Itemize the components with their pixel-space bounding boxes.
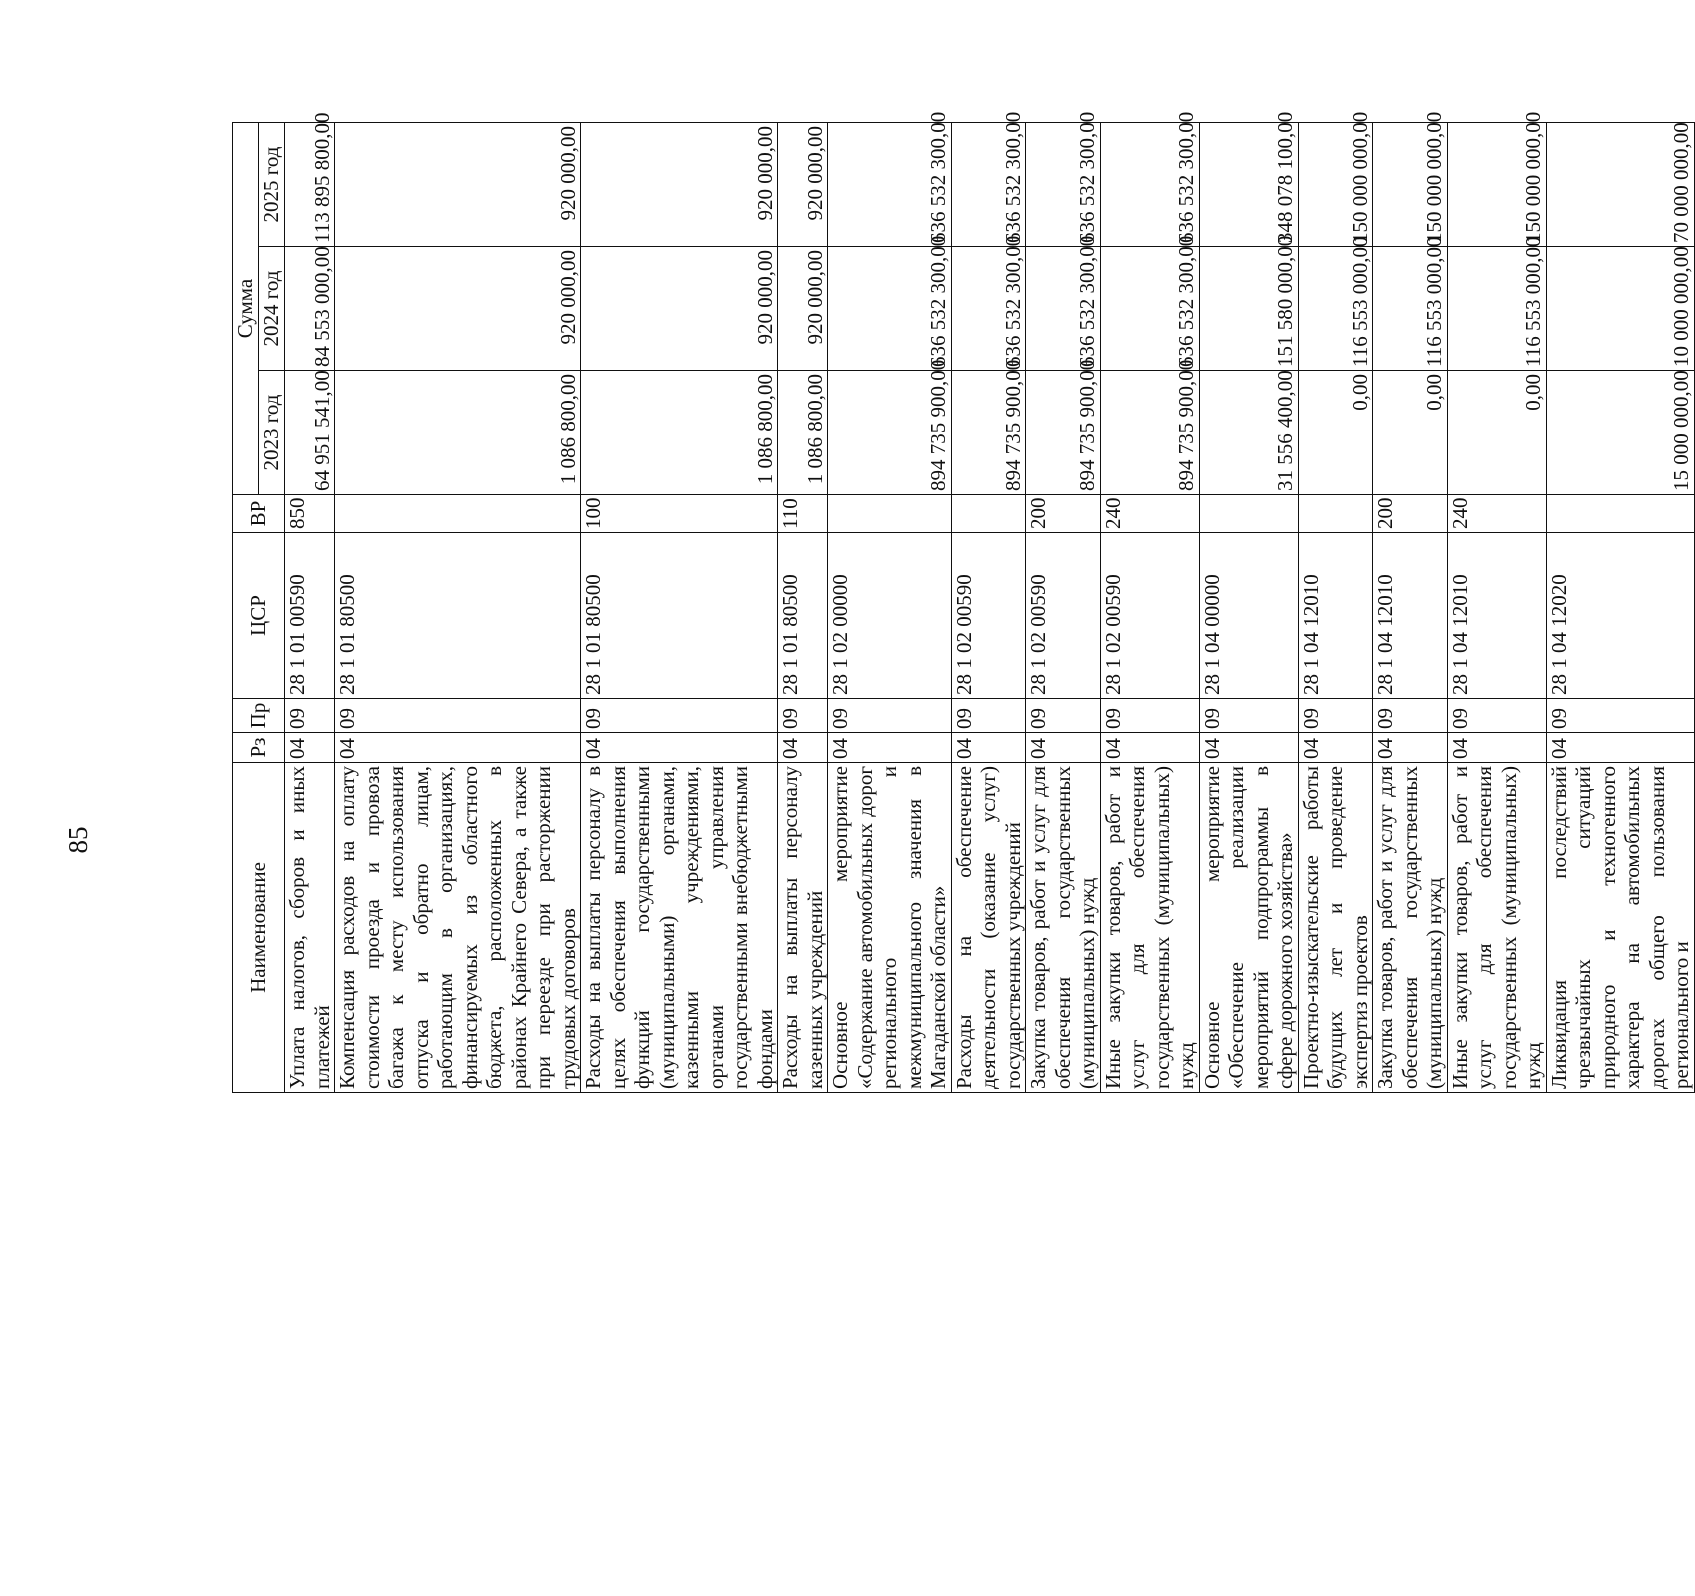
table-row [1199, 123, 1298, 1093]
row-vr [951, 495, 1026, 533]
header-csr: ЦСР [233, 533, 285, 699]
row-vr: 240 [1447, 495, 1546, 533]
table-row [1026, 123, 1101, 1093]
row-csr: 28 1 04 00000 [1199, 533, 1298, 699]
row-2024: 116 553 000,00 [1373, 247, 1448, 371]
row-csr: 28 1 04 12010 [1373, 533, 1448, 699]
row-name: Основное мероприятие «Обеспечение реализации мероприятий подпрограммы в сфере дорожного хозяйства» [1199, 763, 1298, 1093]
row-2024: 920 000,00 [581, 247, 778, 371]
row-csr: 28 1 01 80500 [778, 533, 828, 699]
row-rz: 04 [1447, 733, 1546, 763]
row-2024: 116 553 000,00 [1298, 247, 1373, 371]
row-pr: 09 [1546, 699, 1694, 733]
row-name: Уплата налогов, сборов и иных платежей [285, 763, 335, 1093]
row-csr: 28 1 02 00590 [1100, 533, 1199, 699]
row-pr: 09 [285, 699, 335, 733]
table-row [335, 123, 581, 1093]
row-2023: 894 735 900,00 [828, 371, 952, 495]
row-2025: 348 078 100,00 [1199, 123, 1298, 247]
row-name: Расходы на выплаты персоналу в целях обеспечения выполнения функций государственными (муниципальными) органами, казенными учреждениями, органами управления государственными внебюджетными фондами [581, 763, 778, 1093]
header-2023: 2023 год [259, 371, 285, 495]
table-row [828, 123, 952, 1093]
row-2023: 64 951 541,00 [285, 371, 335, 495]
row-2023: 894 735 900,00 [1026, 371, 1101, 495]
row-rz: 04 [778, 733, 828, 763]
row-2025: 636 532 300,00 [1026, 123, 1101, 247]
table-row [778, 123, 828, 1093]
table-row [1447, 123, 1546, 1093]
row-2025: 636 532 300,00 [828, 123, 952, 247]
row-2023: 15 000 000,00 [1546, 371, 1694, 495]
row-name: Расходы на обеспечение деятельности (оказание услуг) государственных учреждений [951, 763, 1026, 1093]
row-csr: 28 1 02 00590 [1026, 533, 1101, 699]
budget-table-rotated-container [232, 111, 1693, 1093]
row-2025: 70 000 000,00 [1546, 123, 1694, 247]
row-2025: 150 000 000,00 [1373, 123, 1448, 247]
row-pr: 09 [778, 699, 828, 733]
row-vr: 200 [1373, 495, 1448, 533]
row-name: Иные закупки товаров, работ и услуг для обеспечения государственных (муниципальных) нужд [1100, 763, 1199, 1093]
row-vr: 110 [778, 495, 828, 533]
table-row [1546, 123, 1694, 1093]
table-row [1298, 123, 1373, 1093]
row-vr [1546, 495, 1694, 533]
row-pr: 09 [1373, 699, 1448, 733]
row-2025: 636 532 300,00 [951, 123, 1026, 247]
header-sum: Сумма [233, 123, 259, 495]
row-2024: 920 000,00 [778, 247, 828, 371]
row-csr: 28 1 04 12010 [1447, 533, 1546, 699]
row-2024: 636 532 300,00 [1026, 247, 1101, 371]
row-2025: 920 000,00 [581, 123, 778, 247]
row-rz: 04 [335, 733, 581, 763]
row-name: Основное мероприятие «Содержание автомобильных дорог регионального и межмуниципального значения в Магаданской области» [828, 763, 952, 1093]
row-2024: 920 000,00 [335, 247, 581, 371]
row-2024: 636 532 300,00 [828, 247, 952, 371]
row-rz: 04 [828, 733, 952, 763]
row-rz: 04 [285, 733, 335, 763]
row-name: Иные закупки товаров, работ и услуг для обеспечения государственных (муниципальных) нужд [1447, 763, 1546, 1093]
table-row [581, 123, 778, 1093]
row-csr: 28 1 02 00590 [951, 533, 1026, 699]
row-2025: 150 000 000,00 [1298, 123, 1373, 247]
row-vr: 200 [1026, 495, 1101, 533]
row-2024: 116 553 000,00 [1447, 247, 1546, 371]
row-rz: 04 [1100, 733, 1199, 763]
row-csr: 28 1 02 00000 [828, 533, 952, 699]
table-row [285, 123, 335, 1093]
row-2025: 113 895 800,00 [285, 123, 335, 247]
row-2025: 636 532 300,00 [1100, 123, 1199, 247]
row-vr: 240 [1100, 495, 1199, 533]
row-pr: 09 [581, 699, 778, 733]
row-2023: 1 086 800,00 [581, 371, 778, 495]
row-rz: 04 [1026, 733, 1101, 763]
row-name: Ликвидация последствий чрезвычайных ситуаций природного и техногенного характера на автомобильных дорогах общего пользования регионального и [1546, 763, 1694, 1093]
row-2023: 894 735 900,00 [951, 371, 1026, 495]
row-2024: 10 000 000,00 [1546, 247, 1694, 371]
row-vr [1298, 495, 1373, 533]
row-pr: 09 [1447, 699, 1546, 733]
row-vr: 100 [581, 495, 778, 533]
header-name: Наименование [233, 763, 285, 1093]
table-row [1373, 123, 1448, 1093]
row-pr: 09 [1026, 699, 1101, 733]
page-number: 85 [63, 826, 93, 854]
row-vr [1199, 495, 1298, 533]
row-2025: 920 000,00 [335, 123, 581, 247]
row-csr: 28 1 01 00590 [285, 533, 335, 699]
row-csr: 28 1 01 80500 [581, 533, 778, 699]
row-pr: 09 [335, 699, 581, 733]
row-2024: 151 580 000,00 [1199, 247, 1298, 371]
row-rz: 04 [581, 733, 778, 763]
row-rz: 04 [1373, 733, 1448, 763]
row-2023: 0,00 [1298, 371, 1373, 495]
row-name: Компенсация расходов на оплату стоимости проезда и провоза багажа к месту использования отпуска и обратно лицам, работающим в организациях, финансируемых из областного бюджета, расположенных в районах Крайнего Севера, а также при переезде при расторжении трудовых договоров [335, 763, 581, 1093]
row-pr: 09 [1199, 699, 1298, 733]
row-csr: 28 1 04 12020 [1546, 533, 1694, 699]
table-row [951, 123, 1026, 1093]
row-rz: 04 [1546, 733, 1694, 763]
row-2025: 920 000,00 [778, 123, 828, 247]
row-vr [335, 495, 581, 533]
row-2023: 0,00 [1373, 371, 1448, 495]
row-rz: 04 [1298, 733, 1373, 763]
row-2023: 31 556 400,00 [1199, 371, 1298, 495]
header-vr: ВР [233, 495, 285, 533]
row-2023: 0,00 [1447, 371, 1546, 495]
table-row [1100, 123, 1199, 1093]
row-name: Проектно-изыскательские работы будущих лет и проведение экспертиз проектов [1298, 763, 1373, 1093]
header-rz: Рз [233, 733, 285, 763]
budget-table [232, 111, 1695, 1093]
row-2023: 894 735 900,00 [1100, 371, 1199, 495]
header-pr: Пр [233, 699, 285, 733]
row-2024: 636 532 300,00 [951, 247, 1026, 371]
row-csr: 28 1 01 80500 [335, 533, 581, 699]
row-name: Расходы на выплаты персоналу казенных учреждений [778, 763, 828, 1093]
row-vr: 850 [285, 495, 335, 533]
row-name: Закупка товаров, работ и услуг для обеспечения государственных (муниципальных) нужд [1373, 763, 1448, 1093]
row-csr: 28 1 04 12010 [1298, 533, 1373, 699]
row-2023: 1 086 800,00 [778, 371, 828, 495]
row-2024: 636 532 300,00 [1100, 247, 1199, 371]
row-pr: 09 [951, 699, 1026, 733]
row-pr: 09 [1298, 699, 1373, 733]
row-2025: 150 000 000,00 [1447, 123, 1546, 247]
row-2023: 1 086 800,00 [335, 371, 581, 495]
row-pr: 09 [828, 699, 952, 733]
row-name: Закупка товаров, работ и услуг для обеспечения государственных (муниципальных) нужд [1026, 763, 1101, 1093]
row-pr: 09 [1100, 699, 1199, 733]
header-2024: 2024 год [259, 247, 285, 371]
row-rz: 04 [951, 733, 1026, 763]
header-2025: 2025 год [259, 123, 285, 247]
row-rz: 04 [1199, 733, 1298, 763]
row-2024: 84 553 000,00 [285, 247, 335, 371]
row-vr [828, 495, 952, 533]
